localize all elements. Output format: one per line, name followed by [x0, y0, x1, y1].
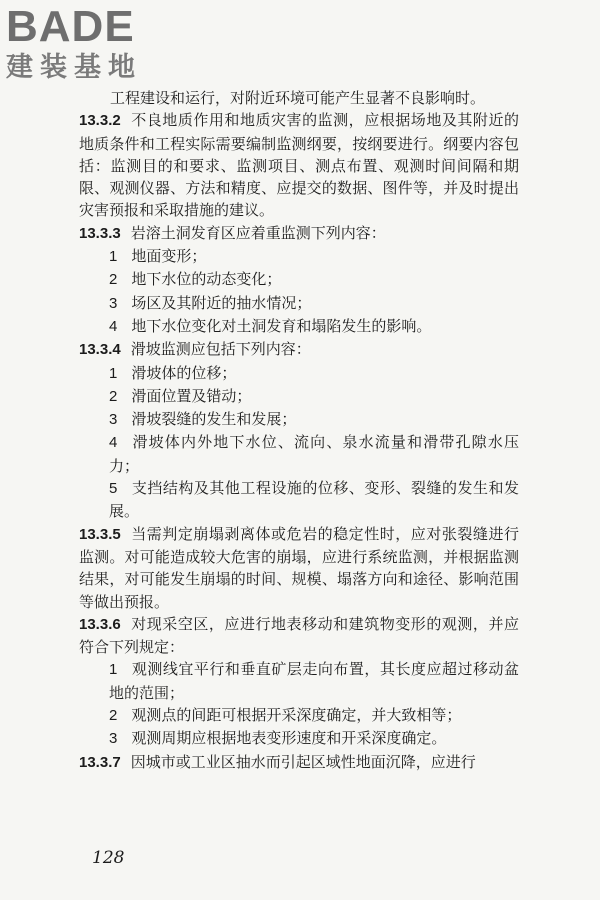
clause-number: 13.3.4	[79, 341, 121, 359]
clause-text: 因城市或工业区抽水而引起区域性地面沉降，应进行	[130, 752, 476, 771]
item-text: 滑坡裂缝的发生和发展；	[131, 410, 297, 429]
list-item	[79, 658, 519, 704]
item-text: 场区及其附近的抽水情况；	[131, 293, 312, 312]
clause-text: 滑坡监测应包括下列内容：	[130, 340, 311, 359]
list-item	[79, 245, 519, 268]
item-text: 滑面位置及错动；	[131, 386, 252, 405]
item-number: 3	[109, 730, 118, 748]
item-number: 2	[109, 387, 118, 405]
item-number: 2	[109, 707, 118, 725]
item-number: 4	[109, 317, 118, 335]
item-number: 4	[109, 434, 118, 452]
clause-number: 13.3.2	[79, 112, 121, 130]
clause-number: 13.3.6	[79, 615, 121, 633]
item-text: 地下水位变化对土洞发育和塌陷发生的影响。	[131, 316, 432, 335]
clause-text: 不良地质作用和地质灾害的监测，应根据场地及其附近的地质条件和工程实际需要编制监测纲要，按纲要进行。纲要内容包括：监测目的和要求、监测项目、测点布置、观测时间间隔和期限、观测仪器、方法和精度、应提交的数据、图件等，并及时提出灾害预报和采取措施的建议。	[79, 111, 519, 220]
list-item	[79, 408, 519, 431]
item-number: 3	[109, 294, 118, 312]
item-number: 1	[109, 661, 118, 679]
clause-text: 岩溶土洞发育区应着重监测下列内容：	[130, 223, 386, 242]
list-item	[79, 292, 519, 315]
logo-chinese: 建装基地	[6, 52, 142, 83]
continued-line: 工程建设和运行，对附近环境可能产生显著不良影响时。	[110, 89, 486, 107]
document-body	[79, 87, 519, 774]
item-number: 3	[109, 411, 118, 429]
clause-13-3-7	[79, 751, 519, 774]
clause-13-3-5	[79, 523, 519, 613]
item-text: 地下水位的动态变化；	[131, 270, 282, 289]
list-item	[79, 704, 519, 727]
clause-13-3-6	[79, 613, 519, 659]
clause-text: 当需判定崩塌剥离体或危岩的稳定性时，应对张裂缝进行监测。对可能造成较大危害的崩塌，应进行系统监测，并根据监测结果，对可能发生崩塌的时间、规模、塌落方向和途径、影响范围等做出预报。	[79, 524, 519, 611]
item-text: 观测线宜平行和垂直矿层走向布置，其长度应超过移动盆地的范围；	[109, 660, 519, 702]
clause-text: 对现采空区，应进行地表移动和建筑物变形的观测，并应符合下列规定：	[79, 614, 519, 657]
list-item	[79, 315, 519, 338]
list-item	[79, 727, 519, 750]
item-text: 观测周期应根据地表变形速度和开采深度确定。	[131, 729, 447, 748]
clause-13-3-2	[79, 109, 519, 221]
item-number: 1	[109, 364, 118, 382]
item-number: 2	[109, 271, 118, 289]
page-number: 128	[92, 848, 125, 868]
list-item	[79, 477, 519, 523]
clause-number: 13.3.3	[79, 224, 121, 242]
logo-wordmark: BADE	[6, 2, 135, 51]
list-item	[79, 268, 519, 291]
list-item	[79, 362, 519, 385]
clause-number: 13.3.5	[79, 525, 121, 543]
item-text: 滑坡体内外地下水位、流向、泉水流量和滑带孔隙水压力；	[109, 433, 519, 475]
item-text: 地面变形；	[131, 247, 207, 266]
bade-logo	[6, 4, 176, 84]
list-item	[79, 431, 519, 477]
clause-13-3-4	[79, 338, 519, 361]
item-number: 1	[109, 248, 118, 266]
item-text: 支挡结构及其他工程设施的位移、变形、裂缝的发生和发展。	[109, 479, 519, 521]
item-number: 5	[109, 480, 118, 498]
item-text: 观测点的间距可根据开采深度确定，并大致相等；	[131, 706, 462, 725]
clause-number: 13.3.7	[79, 753, 121, 771]
list-item	[79, 385, 519, 408]
item-text: 滑坡体的位移；	[131, 363, 237, 382]
clause-13-3-3	[79, 222, 519, 245]
